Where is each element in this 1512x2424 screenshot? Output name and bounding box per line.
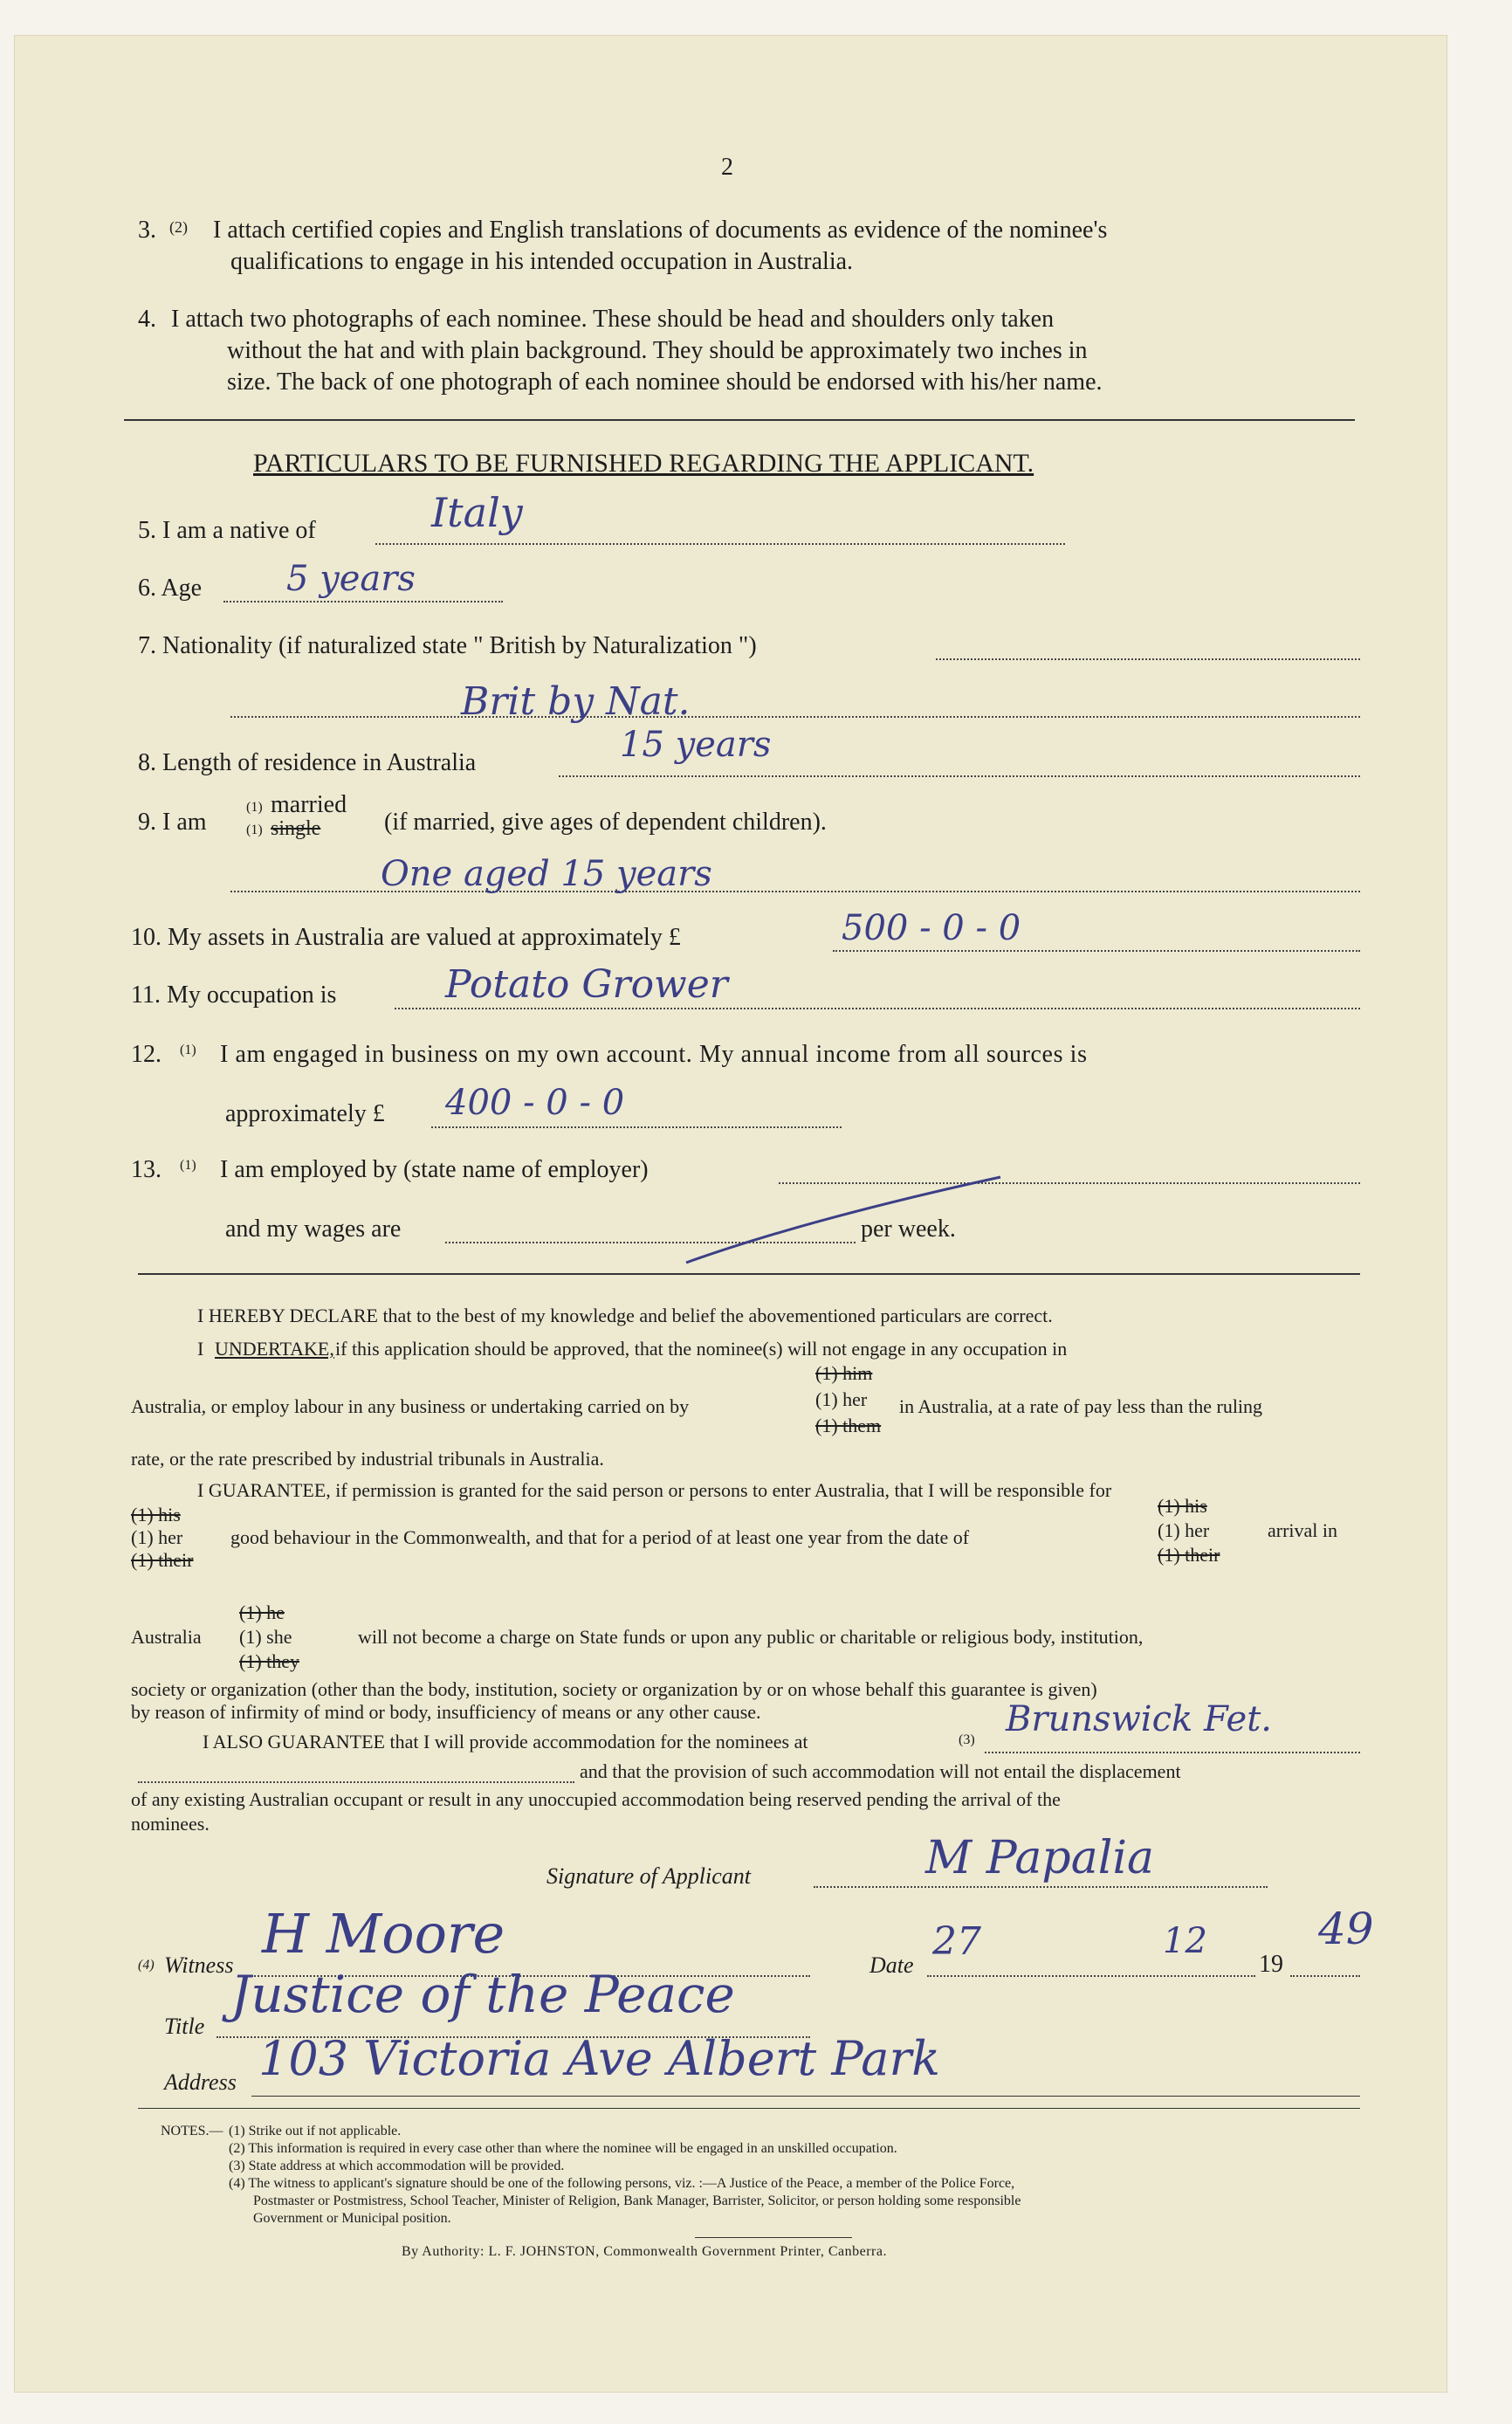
q9-single: single <box>271 817 321 840</box>
q13-strike-mark <box>677 1167 1009 1271</box>
q12-line-2: approximately £ <box>225 1100 385 1127</box>
date-year: 49 <box>1318 1904 1374 1954</box>
also-guarantee-line: I ALSO GUARANTEE that I will provide accommodation for the nominees at <box>203 1731 808 1753</box>
item-4-line-1: I attach two photographs of each nominee. These should be head and shoulders only taken <box>171 306 1055 333</box>
q8-label: 8. Length of residence in Australia <box>138 749 477 776</box>
item-3-number: 3. <box>138 217 156 244</box>
witness-title: Justice of the Peace <box>230 1965 735 2024</box>
infirmity-line: by reason of infirmity of mind or body, insufficiency of means or any other cause. <box>131 1701 761 1723</box>
notes-rule <box>138 2108 1360 2109</box>
q9-note-single: (1) <box>246 823 263 837</box>
signature-line <box>814 1886 1268 1888</box>
q11-line <box>395 1008 1360 1009</box>
undertake-word: UNDERTAKE, <box>215 1338 334 1360</box>
footer-rule <box>695 2237 852 2238</box>
divider-rule-2 <box>138 1273 1360 1275</box>
divider-rule <box>124 419 1355 421</box>
q12-line <box>431 1126 842 1128</box>
q7-line-2 <box>230 716 1360 718</box>
option-her: (1) her <box>815 1388 868 1410</box>
date-year-prefix: 19 <box>1259 1951 1283 1978</box>
q9-label: 9. I am <box>138 809 207 836</box>
q13-note: (1) <box>180 1158 196 1173</box>
item-4-number: 4. <box>138 306 156 333</box>
notes-label: NOTES.— <box>161 2124 223 2138</box>
q6-answer: 5 years <box>286 559 416 599</box>
date-line <box>927 1975 1255 1977</box>
form-page <box>14 35 1447 2393</box>
guarantee-his: (1) his <box>131 1504 181 1525</box>
accommodation-address: Brunswick Fet. <box>1006 1699 1272 1739</box>
accommodation-line-2 <box>138 1781 574 1783</box>
society-line: society or organization (other than the body, institution, society or organization by or on whose behalf this guarantee is given) <box>131 1678 1097 1700</box>
guarantee-line: I GUARANTEE, if permission is granted for the said person or persons to enter Australia, that I will be responsible for <box>197 1479 1112 1501</box>
year-line <box>1290 1975 1360 1977</box>
address-line <box>251 2096 1360 2097</box>
date-month: 12 <box>1163 1921 1207 1961</box>
q6-line <box>223 601 503 603</box>
item-4-line-3: size. The back of one photograph of each nominee should be endorsed with his/her name. <box>227 368 1103 396</box>
q7-line-1 <box>936 658 1360 660</box>
address-label: Address <box>164 2069 237 2095</box>
section-title: PARTICULARS TO BE FURNISHED REGARDING THE APPLICANT. <box>253 449 1034 478</box>
existing-line: of any existing Australian occupant or result in any unoccupied accommodation being reserved pending the arrival of the <box>131 1788 1061 1810</box>
guarantee-her-2: (1) her <box>1158 1519 1210 1541</box>
witness-address: 103 Victoria Ave Albert Park <box>258 2031 940 2086</box>
witness-signature: H Moore <box>262 1902 505 1966</box>
q5-line <box>375 543 1065 545</box>
charge-line: will not become a charge on State funds or upon any public or charitable or religious body, institution, <box>358 1626 1144 1648</box>
witness-label: Witness <box>164 1952 234 1978</box>
date-label: Date <box>869 1952 914 1978</box>
item-4-line-2: without the hat and with plain background. They should be approximately two inches in <box>227 337 1088 364</box>
applicant-signature: M Papalia <box>925 1832 1154 1884</box>
accommodation-line <box>985 1752 1360 1753</box>
guarantee-their-2: (1) their <box>1158 1544 1220 1566</box>
note-1: (1) Strike out if not applicable. <box>229 2124 402 2138</box>
q8-answer: 15 years <box>620 725 772 765</box>
q12-line-1: I am engaged in business on my own account. My annual income from all sources is <box>220 1041 1088 1068</box>
provision-line: and that the provision of such accommodation will not entail the displacement <box>580 1760 1181 1782</box>
q9-answer: One aged 15 years <box>381 854 712 894</box>
guarantee-her: (1) her <box>131 1526 183 1548</box>
q13-per-week: per week. <box>861 1215 956 1243</box>
guarantee-their: (1) their <box>131 1549 194 1571</box>
note-3: (3) State address at which accommodation will be provided. <box>229 2159 565 2173</box>
q9-instruction: (if married, give ages of dependent children). <box>384 809 827 836</box>
q9-married: married <box>271 791 347 818</box>
q10-answer: 500 - 0 - 0 <box>842 908 1021 948</box>
witness-note: (4) <box>138 1958 155 1973</box>
q9-note-married: (1) <box>246 800 263 815</box>
note-4c: Government or Municipal position. <box>253 2211 451 2226</box>
declaration-hereby: I HEREBY DECLARE that to the best of my knowledge and belief the abovementioned particulars are correct. <box>197 1305 1053 1326</box>
q7-answer: Brit by Nat. <box>461 679 691 724</box>
note-4a: (4) The witness to applicant's signature should be one of the following persons, viz. :—A Justice of the Peace, a member of the Police Force, <box>229 2176 1015 2191</box>
q6-label: 6. Age <box>138 575 203 602</box>
q13-line-2: and my wages are <box>225 1215 402 1243</box>
q5-label: 5. I am a native of <box>138 517 316 544</box>
charge-he: (1) he <box>239 1601 285 1623</box>
undertake-lead: I <box>197 1338 204 1360</box>
q11-answer: Potato Grower <box>445 962 728 1007</box>
q7-label: 7. Nationality (if naturalized state " British by Naturalization ") <box>138 632 757 659</box>
signature-label: Signature of Applicant <box>546 1863 751 1889</box>
also-guarantee-note: (3) <box>959 1732 975 1747</box>
employ-post: in Australia, at a rate of pay less than the ruling <box>899 1395 1263 1417</box>
item-3-line-2: qualifications to engage in his intended occupation in Australia. <box>230 248 854 275</box>
australia-word: Australia <box>131 1626 202 1648</box>
guarantee-mid: good behaviour in the Commonwealth, and that for a period of at least one year from the date of <box>230 1526 970 1548</box>
q5-answer: Italy <box>431 489 523 536</box>
q10-line <box>833 950 1360 952</box>
note-4b: Postmaster or Postmistress, School Teacher, Minister of Religion, Bank Manager, Barrister, Solicitor, or person holding some responsible <box>253 2193 1021 2208</box>
charge-she: (1) she <box>239 1626 292 1648</box>
page-number: 2 <box>721 154 733 181</box>
undertake-rest: if this application should be approved, that the nominee(s) will not engage in any occupation in <box>335 1338 1068 1360</box>
q10-label: 10. My assets in Australia are valued at approximately £ <box>131 924 681 951</box>
q13-number: 13. <box>131 1156 162 1183</box>
item-3-line-1: I attach certified copies and English translations of documents as evidence of the nominee's <box>213 217 1108 244</box>
q8-line <box>559 775 1360 777</box>
q12-number: 12. <box>131 1041 162 1068</box>
nominees-word: nominees. <box>131 1813 210 1835</box>
guarantee-arrival: arrival in <box>1268 1519 1338 1541</box>
q13-line-1: I am employed by (state name of employer) <box>220 1156 649 1183</box>
title-label: Title <box>164 2014 205 2039</box>
option-him: (1) him <box>815 1362 873 1384</box>
q12-answer: 400 - 0 - 0 <box>445 1083 625 1123</box>
guarantee-his-2: (1) his <box>1158 1495 1207 1517</box>
item-3-note: (2) <box>169 218 188 236</box>
charge-they: (1) they <box>239 1650 300 1672</box>
option-them: (1) them <box>815 1415 882 1436</box>
employ-pre: Australia, or employ labour in any business or undertaking carried on by <box>131 1395 690 1417</box>
q12-note: (1) <box>180 1043 196 1057</box>
printer-footer: By Authority: L. F. JOHNSTON, Commonwealth Government Printer, Canberra. <box>402 2244 887 2259</box>
q11-label: 11. My occupation is <box>131 981 337 1009</box>
rate-line: rate, or the rate prescribed by industrial tribunals in Australia. <box>131 1448 604 1470</box>
date-day: 27 <box>932 1919 981 1964</box>
note-2: (2) This information is required in every case other than where the nominee will be engaged in an unskilled occupation. <box>229 2141 897 2156</box>
